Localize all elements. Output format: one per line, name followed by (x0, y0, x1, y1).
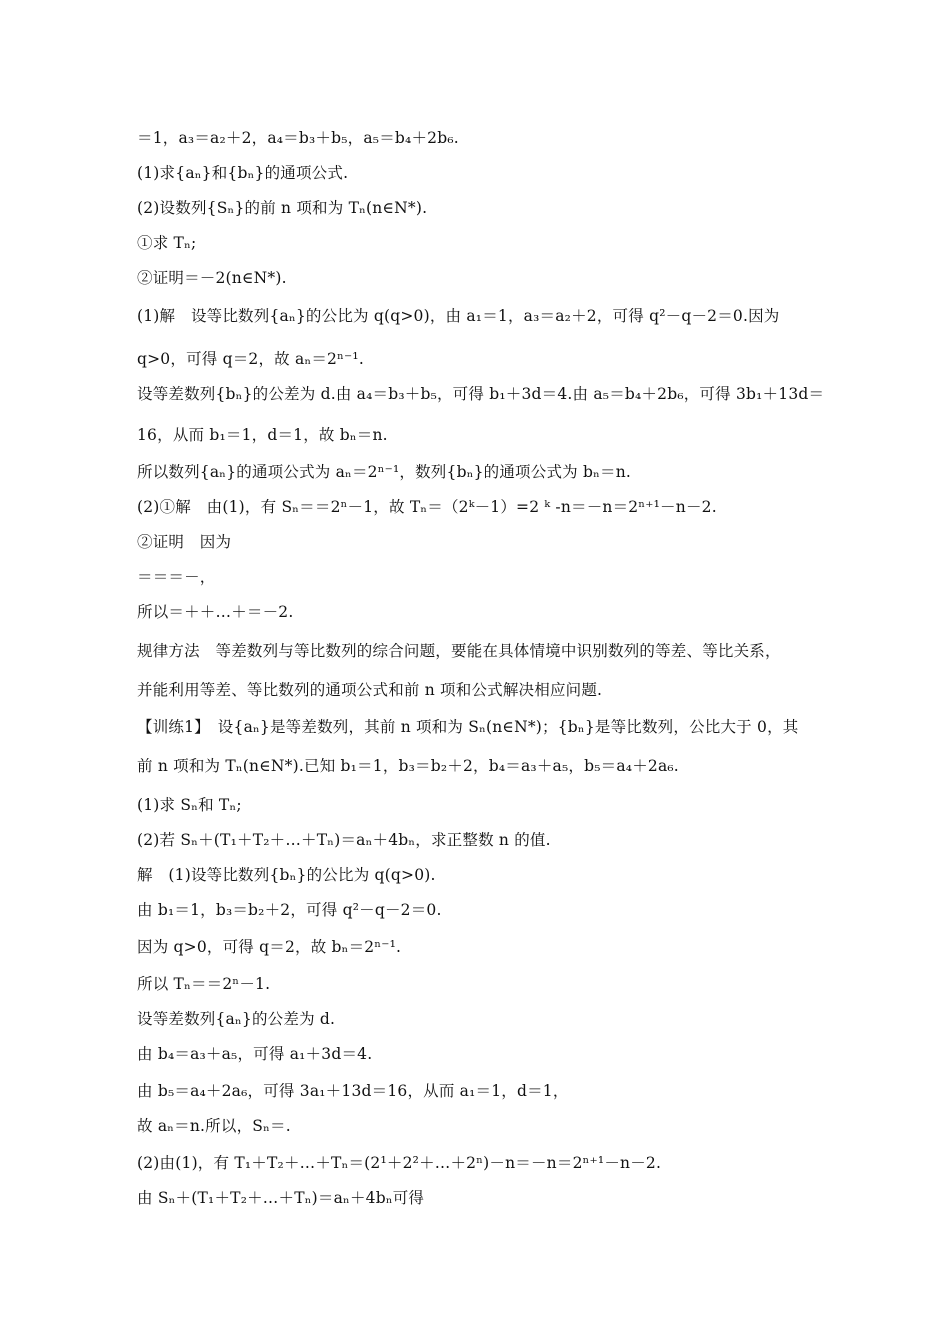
text-line: 前 n 项和为 Tₙ(n∈N*).已知 b₁＝1，b₃＝b₂＋2，b₄＝a₃＋a₅，b₅＝a₄＋2a₆. (137, 757, 679, 775)
text-line: ②证明＝－2(n∈N*). (137, 269, 287, 287)
text-line: 因为 q>0，可得 q＝2，故 bₙ＝2ⁿ⁻¹. (137, 938, 402, 956)
text-line: 由 b₅＝a₄＋2a₆，可得 3a₁＋13d＝16，从而 a₁＝1，d＝1， (137, 1082, 569, 1100)
text-line: 【训练1】 设{aₙ}是等差数列，其前 n 项和为 Sₙ(n∈N*)；{bₙ}是等比数列，公比大于 0，其 (137, 718, 799, 736)
text-line: (2)①解 由(1)，有 Sₙ＝＝2ⁿ－1，故 Tₙ＝（2ᵏ－1）=2 ᵏ -n＝－n＝2ⁿ⁺¹－n－2. (137, 498, 717, 516)
text-line: 并能利用等差、等比数列的通项公式和前 n 项和公式解决相应问题. (137, 681, 603, 699)
text-line: 所以数列{aₙ}的通项公式为 aₙ＝2ⁿ⁻¹，数列{bₙ}的通项公式为 bₙ＝n. (137, 463, 632, 481)
text-line: ＝1，a₃＝a₂＋2，a₄＝b₃＋b₅，a₅＝b₄＋2b₆. (137, 129, 459, 147)
text-line: (1)解 设等比数列{aₙ}的公比为 q(q>0)，由 a₁＝1，a₃＝a₂＋2，可得 q²－q－2＝0.因为 (137, 307, 780, 325)
text-line: 设等差数列{bₙ}的公差为 d.由 a₄＝b₃＋b₅，可得 b₁＋3d＝4.由 a₅＝b₄＋2b₆，可得 3b₁＋13d＝ (137, 385, 825, 403)
text-line: (2)若 Sₙ＋(T₁＋T₂＋…＋Tₙ)＝aₙ＋4bₙ，求正整数 n 的值. (137, 831, 551, 849)
text-line: (1)求{aₙ}和{bₙ}的通项公式. (137, 164, 349, 182)
text-line: ＝＝＝－， (137, 568, 216, 586)
text-line: (2)设数列{Sₙ}的前 n 项和为 Tₙ(n∈N*). (137, 199, 428, 217)
text-line: 由 b₁＝1，b₃＝b₂＋2，可得 q²－q－2＝0. (137, 901, 442, 919)
text-line: ①求 Tₙ; (137, 234, 197, 252)
text-line: (1)求 Sₙ和 Tₙ; (137, 796, 242, 814)
text-line: 设等差数列{aₙ}的公差为 d. (137, 1010, 336, 1028)
text-line: 所以＝＋＋…＋＝－2. (137, 603, 294, 621)
text-line: 所以 Tₙ＝＝2ⁿ－1. (137, 975, 271, 993)
text-line: 解 (1)设等比数列{bₙ}的公比为 q(q>0). (137, 866, 436, 884)
text-line: q>0，可得 q＝2，故 aₙ＝2ⁿ⁻¹. (137, 350, 364, 368)
text-line: 规律方法 等差数列与等比数列的综合问题，要能在具体情境中识别数列的等差、等比关系， (137, 642, 781, 660)
text-line: 16，从而 b₁＝1，d＝1，故 bₙ＝n. (137, 426, 388, 444)
text-line: ②证明 因为 (137, 533, 232, 551)
text-line: 由 Sₙ＋(T₁＋T₂＋…＋Tₙ)＝aₙ＋4bₙ可得 (137, 1189, 425, 1207)
text-line: 故 aₙ＝n.所以，Sₙ＝. (137, 1117, 291, 1135)
text-line: (2)由(1)，有 T₁＋T₂＋…＋Tₙ＝(2¹＋2²＋…＋2ⁿ)－n＝－n＝2ⁿ⁺¹－n－2. (137, 1154, 662, 1172)
text-line: 由 b₄＝a₃＋a₅，可得 a₁＋3d＝4. (137, 1045, 373, 1063)
